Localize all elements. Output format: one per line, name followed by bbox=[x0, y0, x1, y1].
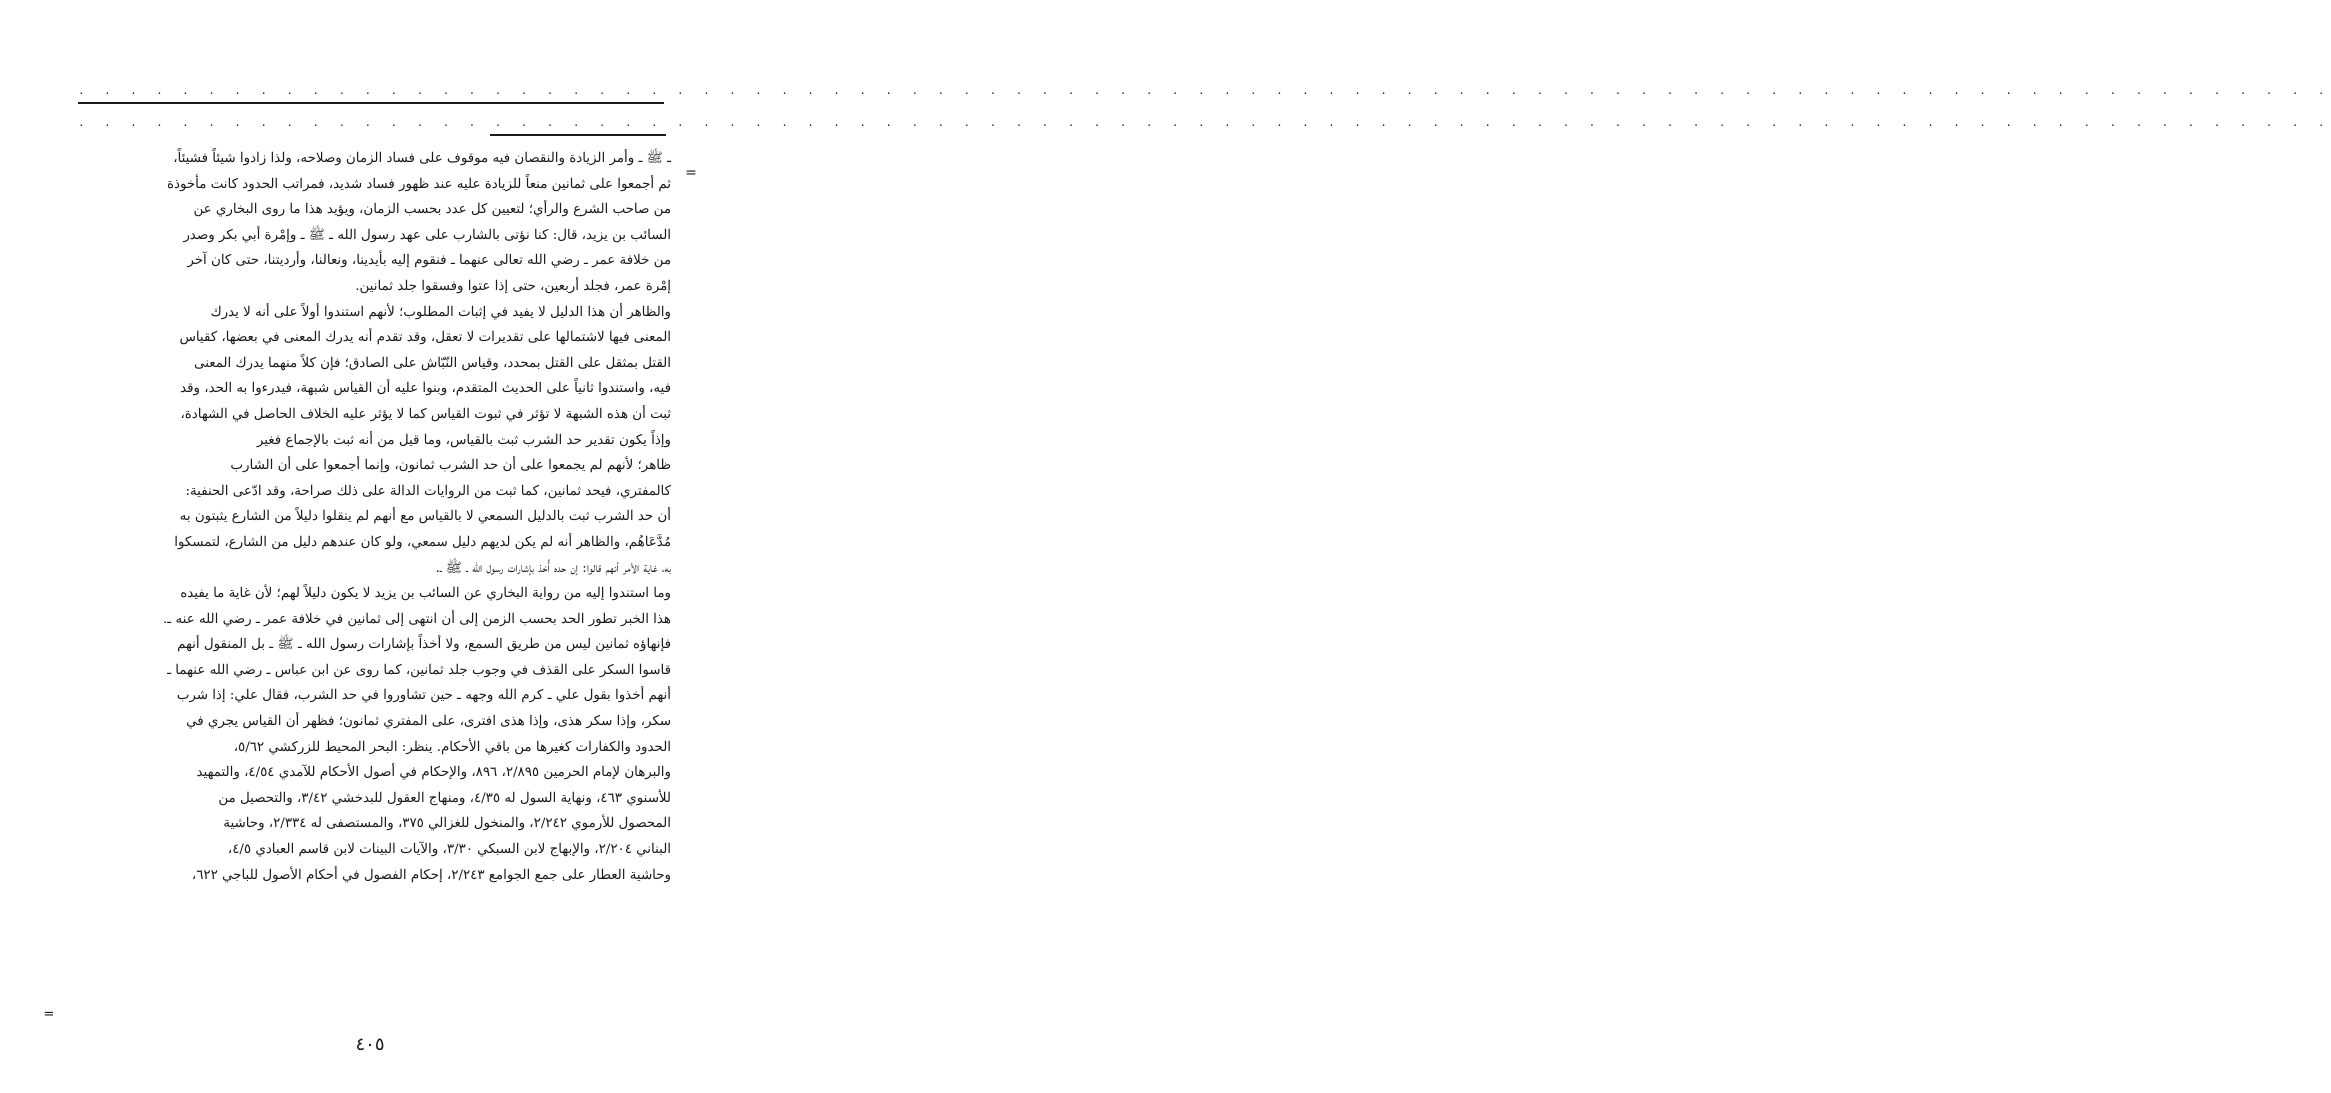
text-line: أن حد الشرب ثبت بالدليل السمعي لا بالقياس مع أنهم لم ينقلوا دليلاً من الشارع يثبتون به bbox=[179, 509, 671, 525]
text-line: والبرهان لإمام الحرمين ٢/٨٩٥، ٨٩٦، والإحكام في أصول الأحكام للآمدي ٤/٥٤، والتمهيد bbox=[196, 765, 671, 781]
header-dotted-line-top: . . . . . . . . . . . . . . . . . . . . . . . . . . . . . . . . . . . . . . . . . . . . . . . . . . . . . . . . . . . . . . . . . . . . . . . . . . . . . . . . . . . . . . . bbox=[78, 84, 2331, 97]
text-line: والظاهر أن هذا الدليل لا يفيد في إثبات المطلوب؛ لأنهم استندوا أولاً على أنه لا يدرك bbox=[210, 304, 671, 320]
text-line: البناني ٢/٢٠٤، والإبهاج لابن السبكي ٣/٣٠، والآيات البينات لابن قاسم العبادي ٤/٥، bbox=[227, 842, 671, 858]
header-dotted-line-bottom: . . . . . . . . . . . . . . . . . . . . . . . . . . . . . . . . . . . . . . . . . . . . . . . . . . . . . . . . . . . . . . . . . . . . . . . . . . . . . . . . . . . . . . . bbox=[78, 116, 2331, 129]
page-number: ٤٠٥ bbox=[355, 1034, 385, 1055]
footnote-separator-rule bbox=[490, 134, 666, 136]
text-line: فإنهاؤه ثمانين ليس من طريق السمع، ولا أخذاً بإشارات رسول الله ـ ﷺ ـ بل المنقول أنهم bbox=[177, 637, 671, 653]
text-line: هذا الخبر تطور الحد بحسب الزمن إلى أن انتهى إلى ثمانين في خلافة عمر ـ رضي الله عنه ـ. bbox=[163, 611, 671, 627]
footnote-text bbox=[78, 146, 671, 888]
text-line: المحصول للأرموي ٢/٢٤٢، والمنخول للغزالي ٣٧٥، والمستصفى له ٢/٣٣٤، وحاشية bbox=[223, 816, 671, 832]
text-line: أنهم أخذوا بقول علي ـ كرم الله وجهه ـ حين تشاوروا في حد الشرب، فقال علي: إذا شرب bbox=[176, 688, 671, 704]
text-line: به، غاية الأمر أنهم قالوا: إن حده أُخذ بإشارات رسول الله ـ ﷺ ـ. bbox=[435, 560, 671, 576]
text-line: ثم أجمعوا على ثمانين منعاً للزيادة عليه عند ظهور فساد شديد، فمراتب الحدود كانت مأخوذة bbox=[166, 176, 671, 192]
text-line: إمْرة عمر، فجلد أربعين، حتى إذا عتوا وفسقوا جلد ثمانين. bbox=[355, 278, 671, 294]
text-line: وحاشية العطار على جمع الجوامع ٢/٢٤٣، إحكام الفصول في أحكام الأصول للباجي ٦٢٢، bbox=[191, 867, 671, 883]
text-line: وإذاً يكون تقدير حد الشرب ثبت بالقياس، وما قيل من أنه ثبت بالإجماع فغير bbox=[256, 432, 671, 448]
text-line: من صاحب الشرع والرأي؛ لتعيين كل عدد بحسب الزمان، ويؤيد هذا ما روى البخاري عن bbox=[193, 202, 671, 218]
text-line: ثبت أن هذه الشبهة لا تؤثر في ثبوت القياس كما لا يؤثر عليه الخلاف الحاصل في الشهادة، bbox=[180, 406, 671, 422]
text-line: ـ ﷺ ـ وأمر الزيادة والنقصان فيه موقوف على فساد الزمان وصلاحه، ولذا زادوا شيئاً فشيئاً، bbox=[173, 151, 671, 166]
text-line: فيه، واستندوا ثانياً على الحديث المتقدم، وبنوا عليه أن القياس شبهة، فيدرءوا به الحد، وقد bbox=[180, 381, 671, 397]
header-rule-long bbox=[78, 102, 664, 104]
text-line: للأسنوي ٤٦٣، ونهاية السول له ٤/٣٥، ومنهاج العقول للبدخشي ٣/٤٢، والتحصيل من bbox=[218, 790, 671, 806]
text-line: ظاهر؛ لأنهم لم يجمعوا على أن حد الشرب ثمانون، وإنما أجمعوا على أن الشارب bbox=[230, 458, 671, 474]
text-line: قاسوا السكر على القذف في وجوب جلد ثمانين، كما روى عن ابن عباس ـ رضي الله عنهما ـ bbox=[167, 662, 671, 678]
text-line: السائب بن يزيد، قال: كنا نؤتى بالشارب على عهد رسول الله ـ ﷺ ـ وإمْرة أبي بكر وصدر bbox=[183, 227, 671, 243]
text-line: مُدَّعَاهُم، والظاهر أنه لم يكن لديهم دليل سمعي، ولو كان عندهم دليل من الشارع، لتمسكوا bbox=[174, 534, 671, 550]
continuation-marker-in: = bbox=[685, 165, 697, 181]
text-line: وما استندوا إليه من رواية البخاري عن السائب بن يزيد لا يكون دليلاً لهم؛ لأن غاية ما يفيده bbox=[180, 586, 671, 602]
text-line: سكر، وإذا سكر هذى، وإذا هذى افترى، على المفتري ثمانون؛ فظهر أن القياس يجري في bbox=[186, 714, 671, 730]
text-line: المعنى فيها لاشتمالها على تقديرات لا تعقل، وقد تقدم أنه يدرك المعنى في بعضها، كقياس bbox=[179, 330, 671, 346]
text-line: كالمفتري، فيحد ثمانين، كما ثبت من الروايات الدالة على ذلك صراحة، وقد ادّعى الحنفية: bbox=[185, 483, 671, 499]
continuation-marker-out: = bbox=[43, 1007, 55, 1022]
text-line: من خلافة عمر ـ رضي الله تعالى عنهما ـ فنقوم إليه بأيدينا، ونعالنا، وأرديتنا، حتى كان آخر bbox=[187, 253, 671, 269]
text-line: الحدود والكفارات كغيرها من باقي الأحكام. ينظر: البحر المحيط للزركشي ٥/٦٢، bbox=[233, 739, 671, 755]
text-line: القتل بمثقل على القتل بمحدد، وقياس النّبّاش على الصادق؛ فإن كلاً منهما يدرك المعنى bbox=[194, 355, 671, 371]
